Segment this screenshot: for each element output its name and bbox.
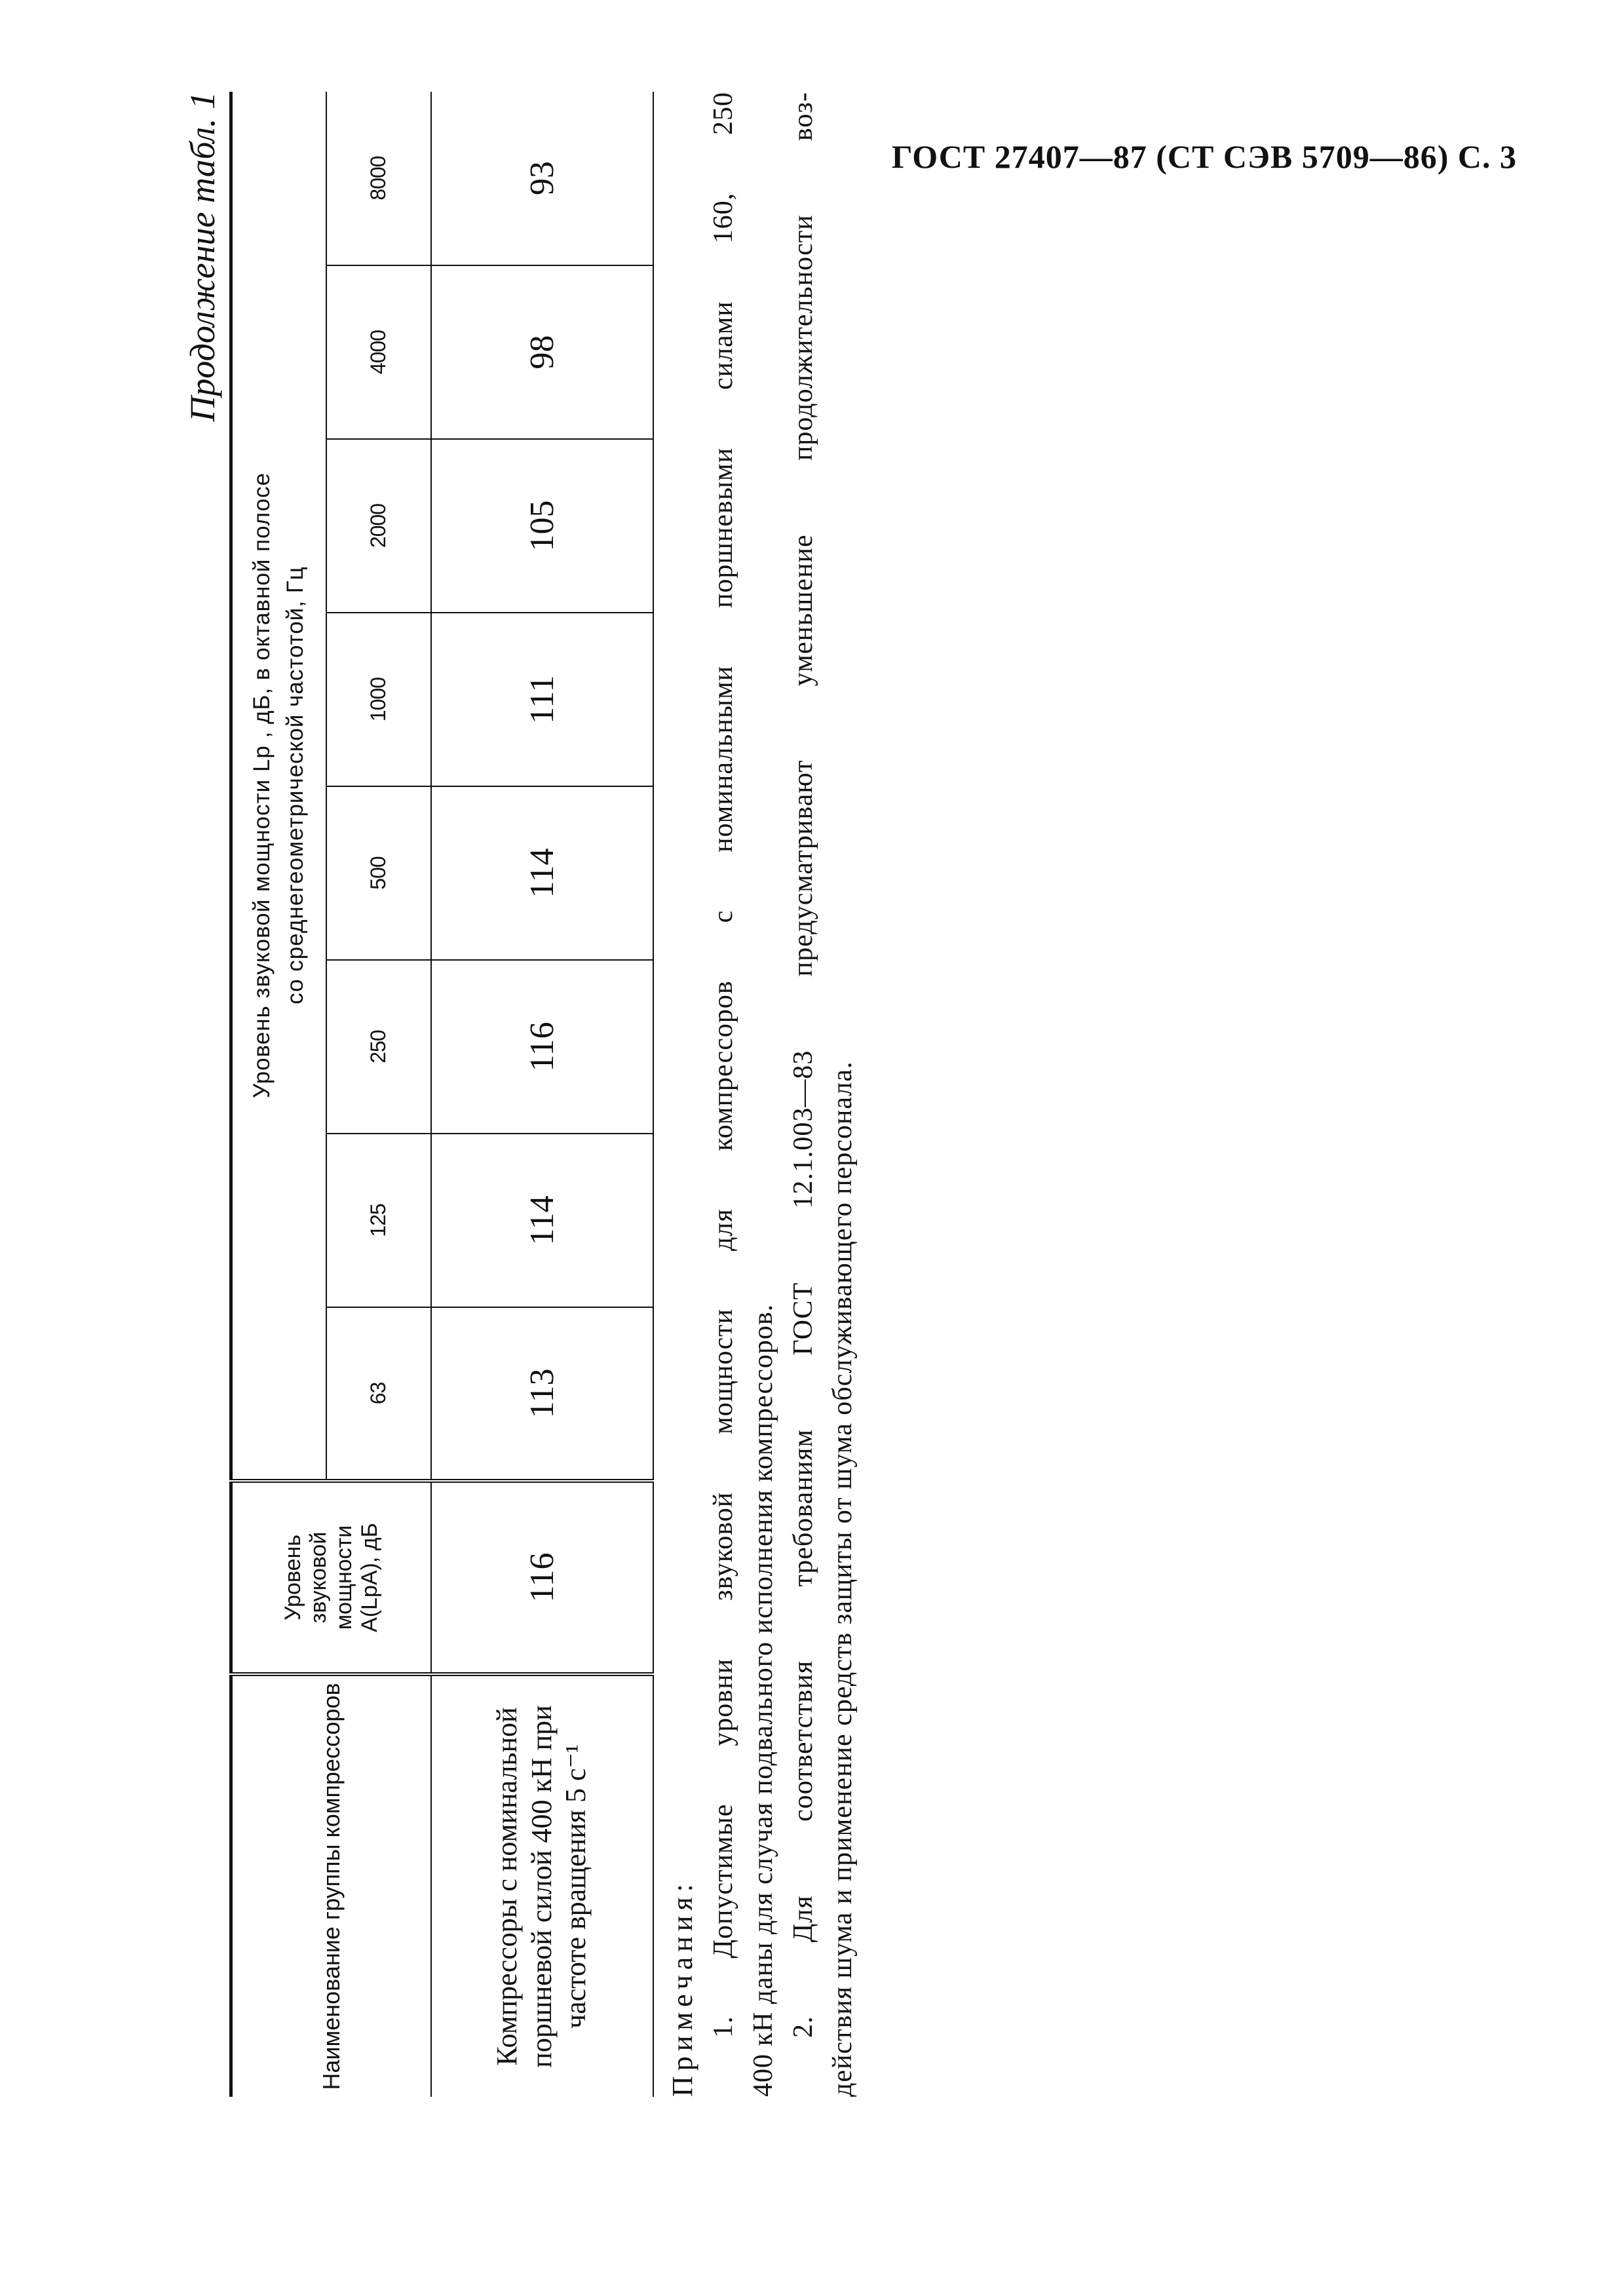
octave-value: 105	[431, 439, 653, 613]
group-header-line1: Уровень звуковой мощности Lp , дБ, в октавной полосе	[249, 472, 275, 1098]
octave-value: 93	[431, 92, 653, 265]
table-caption: Продолжение табл. 1	[183, 92, 222, 422]
frequency-header: 125	[326, 1134, 431, 1307]
column-header-name: Наименование группы компрессоров	[231, 1674, 431, 2097]
octave-value: 114	[431, 1134, 653, 1307]
sound-level-header-text: Уровень звуковой мощности A(LpA), дБ	[280, 1523, 382, 1632]
group-header-line2: со среднегеометрической частотой, Гц	[282, 566, 308, 1004]
octave-band-group-header	[231, 92, 326, 1481]
note-1-line-1: 1. Допустимые уровни звуковой мощности для компрессоров с номинальными поршневыми силами 160, 250	[708, 92, 738, 2038]
rotated-table-block	[151, 92, 858, 2097]
page-header: ГОСТ 27407—87 (СТ СЭВ 5709—86) С. 3	[891, 138, 1517, 175]
note-2-line-1: 2. Для соответствия требованиям ГОСТ 12.1.003—83 предусматривают уменьшение продолжительности воз-	[788, 92, 818, 2038]
note-1-line-2: 400 кН даны для случая подвального исполнения компрессоров.	[748, 1303, 778, 2097]
octave-value: 116	[431, 960, 653, 1134]
octave-value: 98	[431, 265, 653, 439]
frequency-header: 250	[326, 960, 431, 1134]
notes-section	[662, 92, 863, 2097]
frequency-header: 2000	[326, 439, 431, 613]
octave-value: 111	[431, 613, 653, 786]
frequency-header: 500	[326, 786, 431, 960]
note-2-line-2: действия шума и применение средств защиты от шума обслуживающего персонала.	[828, 1061, 858, 2097]
sound-level-value: 116	[431, 1481, 653, 1674]
frequency-header: 1000	[326, 613, 431, 786]
frequency-header: 8000	[326, 92, 431, 265]
column-header-sound-level	[231, 1481, 431, 1674]
compressor-group-name: Компрессоры с номинальной поршневой силой 400 кН при частоте вращения 5 с⁻¹	[431, 1674, 653, 2097]
frequency-header: 4000	[326, 265, 431, 439]
table-row	[431, 92, 653, 2097]
octave-value: 114	[431, 786, 653, 960]
notes-heading: Примечания:	[666, 1879, 698, 2097]
noise-table	[229, 92, 654, 2097]
frequency-header: 63	[326, 1307, 431, 1481]
octave-value: 113	[431, 1307, 653, 1481]
